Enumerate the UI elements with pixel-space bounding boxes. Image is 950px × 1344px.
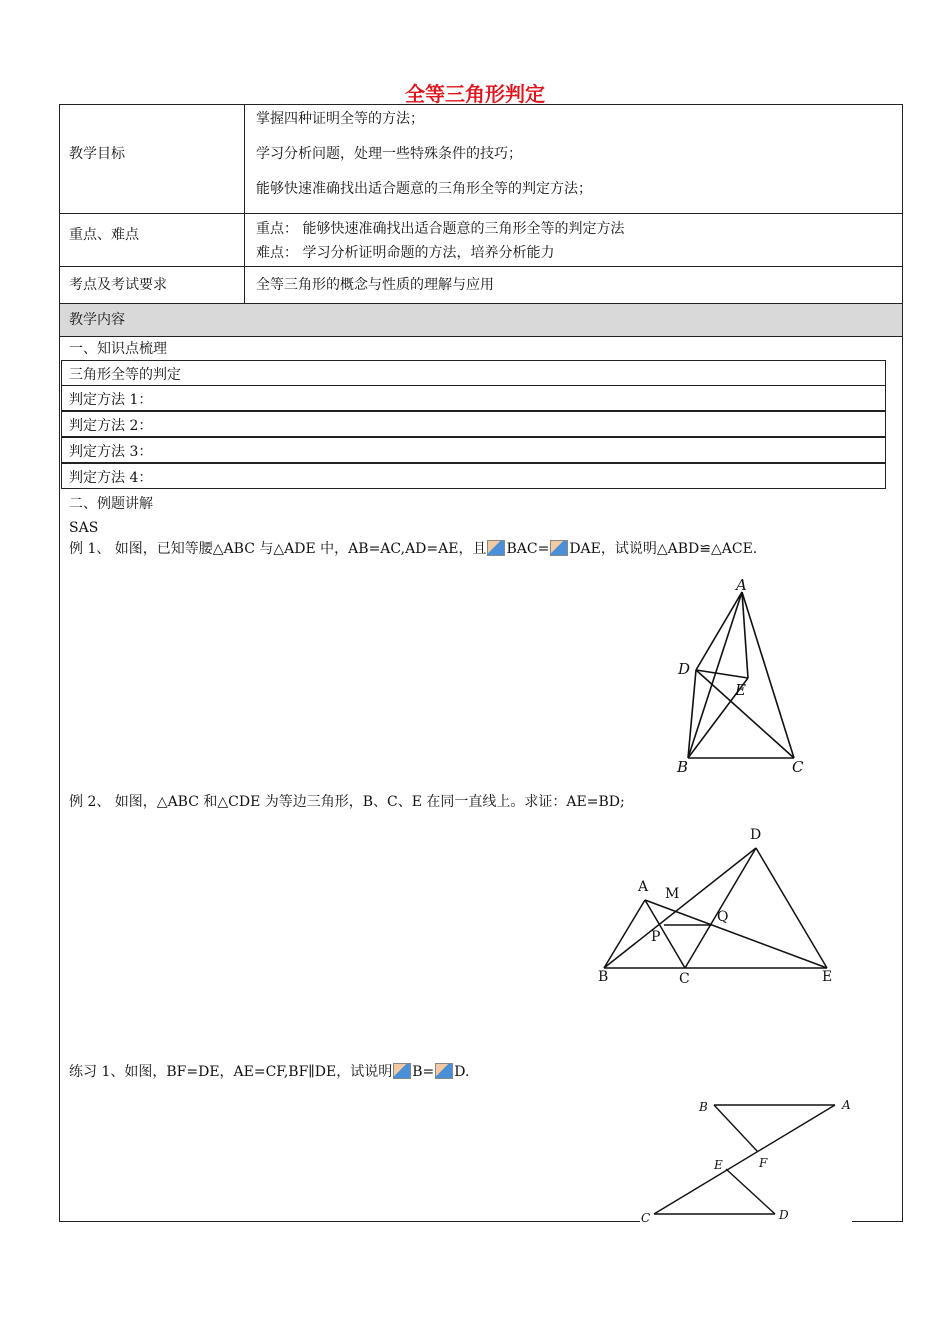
section-heading: 一、知识点梳理 [69, 341, 167, 357]
knowledge-row [61, 360, 886, 386]
column-divider [244, 104, 245, 304]
segment-AE [645, 900, 827, 968]
point-label: D [678, 660, 691, 678]
difficulty-line: 难点： 学习分析证明命题的方法，培养分析能力 [256, 245, 555, 261]
row-divider [59, 213, 903, 214]
knowledge-row-text: 三角形全等的判定 [69, 367, 181, 383]
point-label: B [699, 1100, 708, 1114]
figure-mask [640, 1215, 852, 1225]
segment-AC [654, 1105, 835, 1214]
row-divider [59, 336, 903, 337]
goal-line: 能够快速准确找出适合题意的三角形全等的判定方法； [256, 181, 592, 197]
segment-AD [696, 592, 742, 670]
key-point-line: 重点： 能够快速准确找出适合题意的三角形全等的判定方法 [256, 221, 625, 237]
point-label: A [842, 1098, 851, 1112]
angle-symbol-icon [487, 540, 505, 556]
knowledge-row-text: 判定方法 3： [69, 444, 153, 460]
knowledge-row-text: 判定方法 2： [69, 418, 153, 434]
exam-line: 全等三角形的概念与性质的理解与应用 [256, 277, 494, 293]
practice-1-text: 练习 1、如图，BF=DE，AE=CF,BF∥DE，试说明 B= D. [69, 1064, 470, 1080]
knowledge-row [61, 411, 886, 437]
point-label: B [598, 969, 609, 985]
figure-2 [590, 820, 850, 990]
angle-symbol-icon [435, 1063, 453, 1079]
point-label: M [665, 886, 680, 902]
page-title: 全等三角形判定 [405, 82, 545, 106]
row-divider [59, 266, 903, 267]
segment-BD [604, 848, 756, 968]
point-label: A [638, 879, 649, 895]
row-label-key-points: 重点、难点 [69, 227, 139, 243]
point-label: P [651, 929, 661, 945]
point-label: D [779, 1208, 789, 1222]
segment-CD [685, 848, 756, 968]
point-label: C [641, 1211, 651, 1225]
figure-3 [630, 1090, 860, 1230]
segment-DE [756, 848, 827, 968]
knowledge-row [61, 437, 886, 463]
knowledge-row [61, 385, 886, 411]
point-label: B [677, 758, 689, 776]
knowledge-row-text: 判定方法 1： [69, 392, 153, 408]
segment-AE [742, 592, 748, 678]
segment-BF [714, 1105, 758, 1152]
figure-1 [660, 570, 820, 780]
example-1-text: 例 1、 如图，已知等腰△ABC 与△ADE 中，AB=AC,AD=AE，且 BAC= DAE，试说明△ABD≌△ACE. [69, 541, 758, 557]
point-label: C [679, 971, 690, 987]
angle-symbol-icon [393, 1063, 411, 1079]
angle-symbol-icon [550, 540, 568, 556]
row-label-exam: 考点及考试要求 [69, 277, 167, 293]
goal-line: 掌握四种证明全等的方法； [256, 111, 424, 127]
point-label: Q [717, 909, 729, 925]
segment-AC [742, 592, 794, 758]
point-label: C [792, 758, 804, 776]
section-heading: 二、例题讲解 [69, 496, 153, 512]
point-label: E [822, 969, 833, 985]
point-label: D [750, 827, 762, 843]
knowledge-row-text: 判定方法 4： [69, 470, 153, 486]
knowledge-row [61, 463, 886, 489]
content-header-bg [60, 304, 902, 336]
segment-ED [726, 1169, 775, 1214]
point-label: E [714, 1158, 723, 1172]
segment-BA [604, 900, 645, 968]
point-label: E [735, 681, 746, 699]
content-header: 教学内容 [69, 312, 125, 328]
goal-line: 学习分析问题，处理一些特殊条件的技巧； [256, 146, 522, 162]
row-label-goals: 教学目标 [69, 146, 125, 162]
sas-label: SAS [69, 520, 99, 536]
point-label: F [759, 1156, 768, 1170]
example-2-text: 例 2、 如图，△ABC 和△CDE 为等边三角形，B、C、E 在同一直线上。求证：AE=BD; [69, 794, 625, 810]
point-label: A [736, 576, 747, 594]
